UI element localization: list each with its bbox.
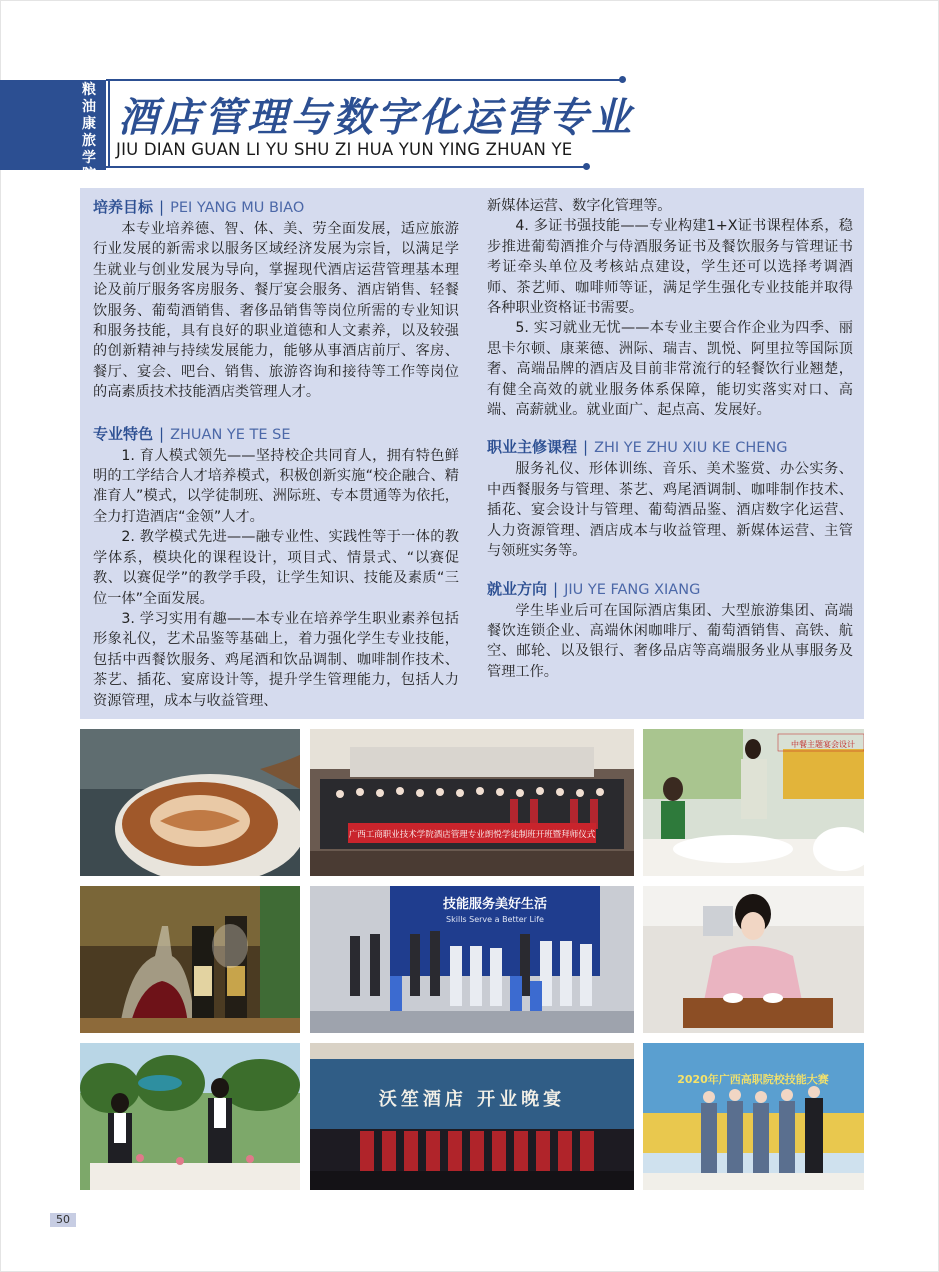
spacer	[487, 562, 853, 578]
feature-item-5: 5. 实习就业无忧——本专业主要合作企业为四季、丽思卡尔顿、康莱德、洲际、瑞吉、凯悦、阿里拉等国际顶奢、高端品牌的酒店及目前非常流行的轻餐饮行业翘楚，有健全高效的就业服务体系保障，能切实落实对口、高端、高薪就业。就业面广、起点高、发展好。	[487, 320, 853, 419]
content-panel	[80, 188, 864, 719]
spacer	[93, 403, 459, 423]
skills-banner-en: Skills Serve a Better Life	[446, 915, 544, 924]
skills-banner-text: 技能服务美好生活	[442, 897, 548, 912]
section-title: 专业特色	[93, 424, 154, 443]
goal-paragraph: 本专业培养德、智、体、美、劳全面发展，适应旅游行业发展的新需求以服务区域经济发展为宗旨，以满足学生就业与创业发展为导向，掌握现代酒店运营管理基本理论及前厅服务客房服务、餐厅宴会服务、酒店销售、轻餐饮服务、葡萄酒销售、奢侈品销售等岗位所需的专业知识和服务技能，具有良好的职业道德和人文素养，以及较强的创新精神与持续发展能力，能够从事酒店前厅、客房、餐厅、宴会、吧台、销售、旅游咨询和接待等工作等岗位的高素质技术技能酒店类管理人才。	[93, 221, 459, 401]
photo-apprentice-ceremony	[310, 729, 634, 876]
section-heading-goal	[93, 196, 459, 219]
page-title-pinyin: JIU DIAN GUAN LI YU SHU ZI HUA YUN YING ZHUAN YE	[116, 140, 573, 159]
section-pinyin: ZHUAN YE TE SE	[170, 426, 291, 443]
header-rule-bottom	[106, 166, 586, 168]
spacer	[487, 420, 853, 436]
photo-skills-contest	[643, 1043, 864, 1190]
left-column	[93, 196, 459, 711]
photo-latte-art	[80, 729, 300, 876]
college-name: 粮油康旅学院	[82, 82, 96, 183]
section-heading-features	[93, 423, 459, 446]
banquet-sign-text: 中餐主题宴会设计	[791, 740, 855, 749]
page-number: 50	[50, 1213, 76, 1227]
divider: |	[159, 198, 165, 216]
section-heading-courses	[487, 436, 853, 459]
right-column	[487, 196, 853, 682]
divider: |	[553, 579, 559, 598]
header-rule-top	[106, 79, 622, 81]
feature-item-3-continued: 新媒体运营、数字化管理等。	[487, 198, 672, 214]
section-pinyin: PEI YANG MU BIAO	[170, 200, 305, 216]
ceremony-banner-text: 广西工商职业技术学院酒店管理专业朗悦学徒制班开班暨拜师仪式	[348, 830, 596, 840]
photo-outdoor-buffet	[80, 1043, 300, 1190]
section-pinyin: JIU YE FANG XIANG	[564, 581, 701, 598]
header-rule-dot	[619, 76, 626, 83]
divider: |	[159, 424, 165, 443]
college-side-tab	[0, 80, 106, 183]
courses-paragraph: 服务礼仪、形体训练、音乐、美术鉴赏、办公实务、中西餐服务与管理、茶艺、鸡尾酒调制、咖啡制作技术、插花、宴会设计与管理、葡萄酒品鉴、酒店数字化运营、人力资源管理、酒店成本与收益管理、新媒体运营、主管与领班实务等。	[487, 461, 853, 560]
photo-skills-group	[310, 886, 634, 1033]
section-title: 培养目标	[93, 198, 154, 216]
feature-item-2: 2. 教学模式先进——融专业性、实践性等于一体的教学体系，模块化的课程设计，项目式、情景式、“以赛促教、以赛促学”的教学手段，让学生知识、技能及素质“三位一体”全面发展。	[93, 529, 459, 607]
section-title: 职业主修课程	[487, 438, 578, 457]
contest-banner-text: 2020年广西高职院校技能大赛	[677, 1073, 829, 1086]
header-rule-dot-bottom	[583, 163, 590, 170]
feature-item-4: 4. 多证书强技能——专业构建1+X证书课程体系，稳步推进葡萄酒推介与侍酒服务证书及餐饮服务与管理证书考证牵头单位及考核站点建设，学生还可以选择考调酒师、茶艺师、咖啡师等证，满足学生强化专业技能并取得各种职业资格证书需要。	[487, 218, 853, 317]
section-title: 就业方向	[487, 579, 548, 598]
section-pinyin: ZHI YE ZHU XIU KE CHENG	[594, 440, 788, 457]
divider: |	[583, 438, 589, 457]
feature-item-3: 3. 学习实用有趣——本专业在培养学生职业素养包括形象礼仪，艺术品鉴等基础上，着力强化学生专业技能，包括中西餐饮服务、鸡尾酒和饮品调制、咖啡制作技术、茶艺、插花、宴席设计等，提升学生管理能力，包括人力资源管理，成本与收益管理、	[93, 610, 459, 709]
feature-item-1: 1. 育人模式领先——坚持校企共同育人，拥有特色鲜明的工学结合人才培养模式，积极创新实施“校企融合、精准育人”模式，以学徒制班、洲际班、专本贯通等为依托，全力打造酒店“金领”人才。	[93, 447, 459, 525]
career-paragraph: 学生毕业后可在国际酒店集团、大型旅游集团、高端餐饮连锁企业、高端休闲咖啡厅、葡萄酒销售、高铁、航空、邮轮、以及银行、奢侈品店等高端服务业从事服务及管理工作。	[487, 602, 853, 680]
gala-banner-text: 沃笙酒店 开业晚宴	[378, 1089, 566, 1110]
section-heading-career	[487, 578, 853, 601]
photo-tea-ceremony	[643, 886, 864, 1033]
photo-tea-banquet	[643, 729, 864, 876]
page-title: 酒店管理与数字化运营专业	[118, 95, 634, 141]
header-rule-left	[108, 81, 110, 167]
photo-opening-gala	[310, 1043, 634, 1190]
photo-wine-decanter	[80, 886, 300, 1033]
